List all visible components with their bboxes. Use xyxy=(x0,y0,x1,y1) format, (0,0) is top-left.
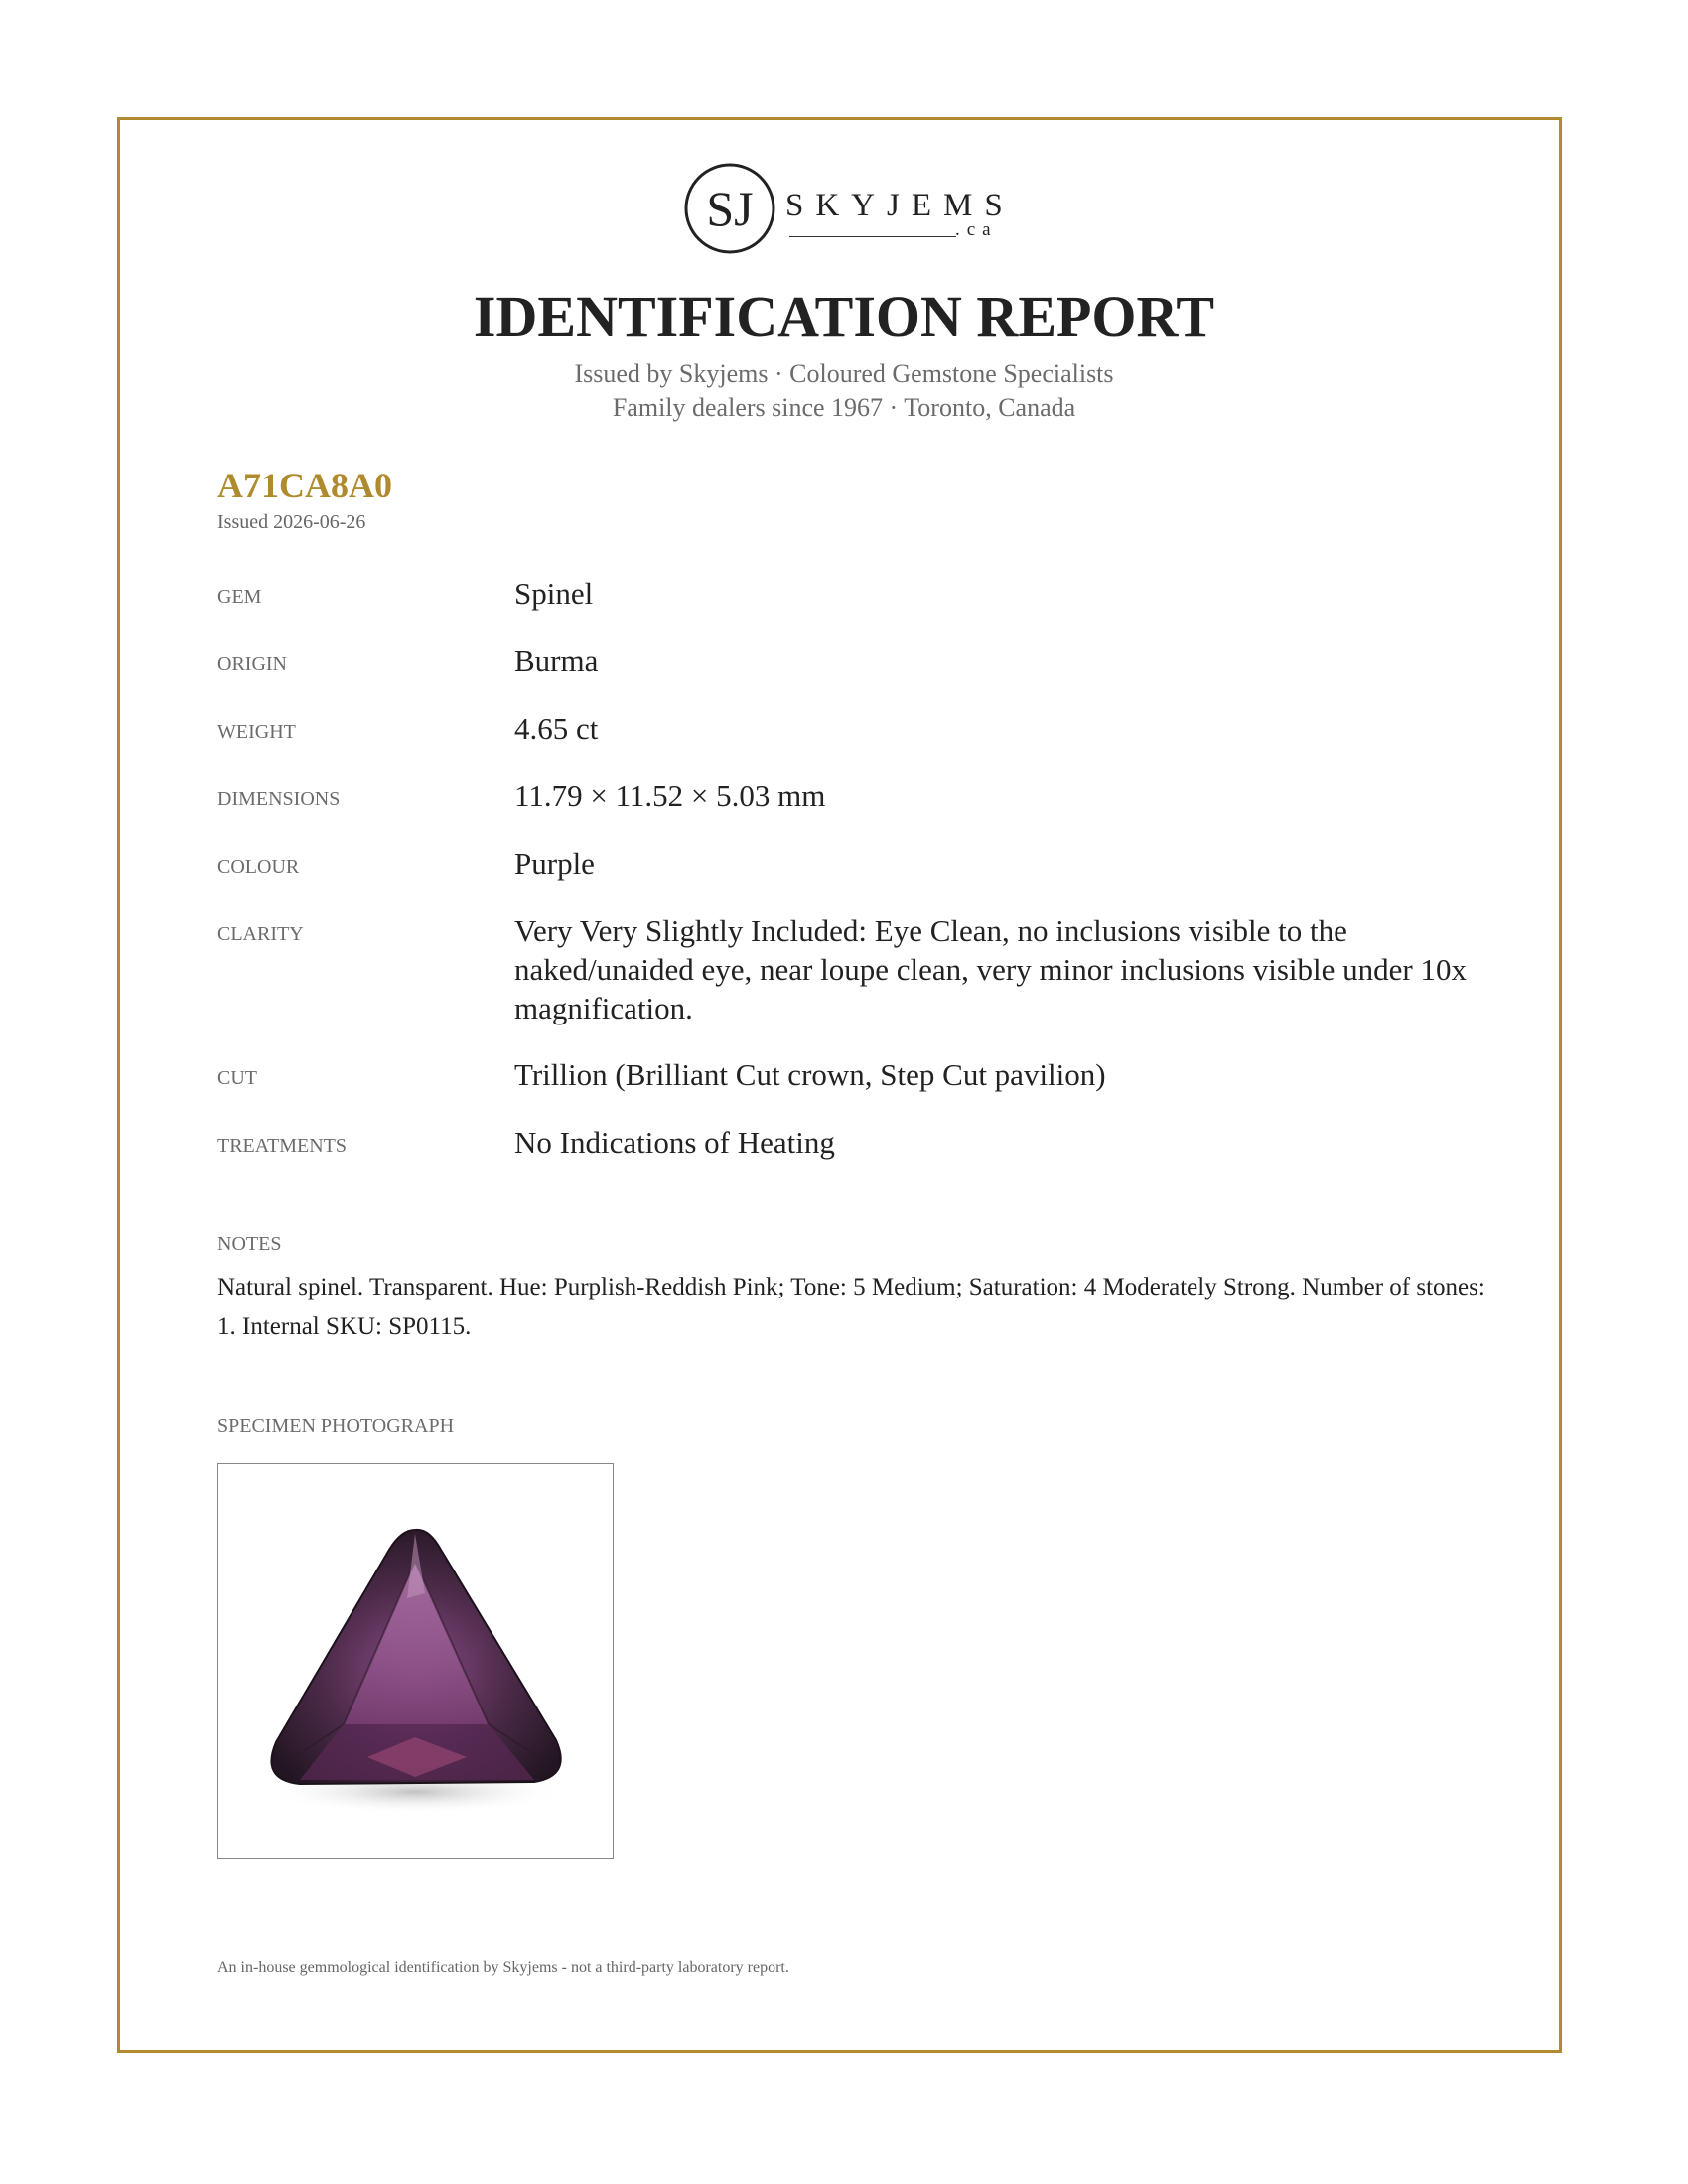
gem-label: GEM xyxy=(217,586,262,608)
brand-name: SKYJEMS xyxy=(785,188,1015,223)
issuer-line: Issued by Skyjems · Coloured Gemstone Specialists xyxy=(574,359,1114,388)
issued-date: Issued 2026-06-26 xyxy=(217,511,366,533)
colour-label: COLOUR xyxy=(217,856,300,878)
cut-value: Trillion (Brilliant Cut crown, Step Cut pavilion) xyxy=(514,1057,1106,1092)
cut-label: CUT xyxy=(217,1067,257,1089)
clarity-label: CLARITY xyxy=(217,923,304,945)
notes-label: NOTES xyxy=(217,1233,282,1255)
report-id: A71CA8A0 xyxy=(217,466,392,505)
brand-divider xyxy=(789,236,956,237)
skyjems-logo xyxy=(683,162,1015,263)
weight-label: WEIGHT xyxy=(217,721,296,743)
svg-text:SJ: SJ xyxy=(706,181,754,236)
treatments-label: TREATMENTS xyxy=(217,1135,347,1157)
trillion-gem-image xyxy=(218,1464,613,1858)
location-line: Family dealers since 1967 · Toronto, Canada xyxy=(612,393,1076,422)
clarity-value: Very Very Slightly Included: Eye Clean, no inclusions visible to the naked/unaided eye, near loupe clean, very minor inclusions visible under 10x magnification. xyxy=(514,913,1467,1025)
gem-value: Spinel xyxy=(514,576,594,611)
report-title: IDENTIFICATION REPORT xyxy=(473,284,1215,348)
sj-monogram-icon xyxy=(683,162,776,255)
photo-label: SPECIMEN PHOTOGRAPH xyxy=(217,1415,455,1436)
dimensions-label: DIMENSIONS xyxy=(217,788,341,810)
notes-text: Natural spinel. Transparent. Hue: Purplish-Reddish Pink; Tone: 5 Medium; Saturation: 4 Moderately Strong. Number of stones: 1. Internal SKU: SP0115. xyxy=(217,1274,1485,1340)
origin-value: Burma xyxy=(514,643,599,678)
dimensions-value: 11.79 × 11.52 × 5.03 mm xyxy=(514,778,826,813)
disclaimer: An in-house gemmological identification by Skyjems - not a third-party laboratory report. xyxy=(217,1959,789,1976)
origin-label: ORIGIN xyxy=(217,653,287,675)
weight-value: 4.65 ct xyxy=(514,711,599,746)
specimen-photograph xyxy=(217,1463,614,1859)
brand-tld: .ca xyxy=(955,219,998,240)
treatments-value: No Indications of Heating xyxy=(514,1125,835,1160)
colour-value: Purple xyxy=(514,846,595,881)
